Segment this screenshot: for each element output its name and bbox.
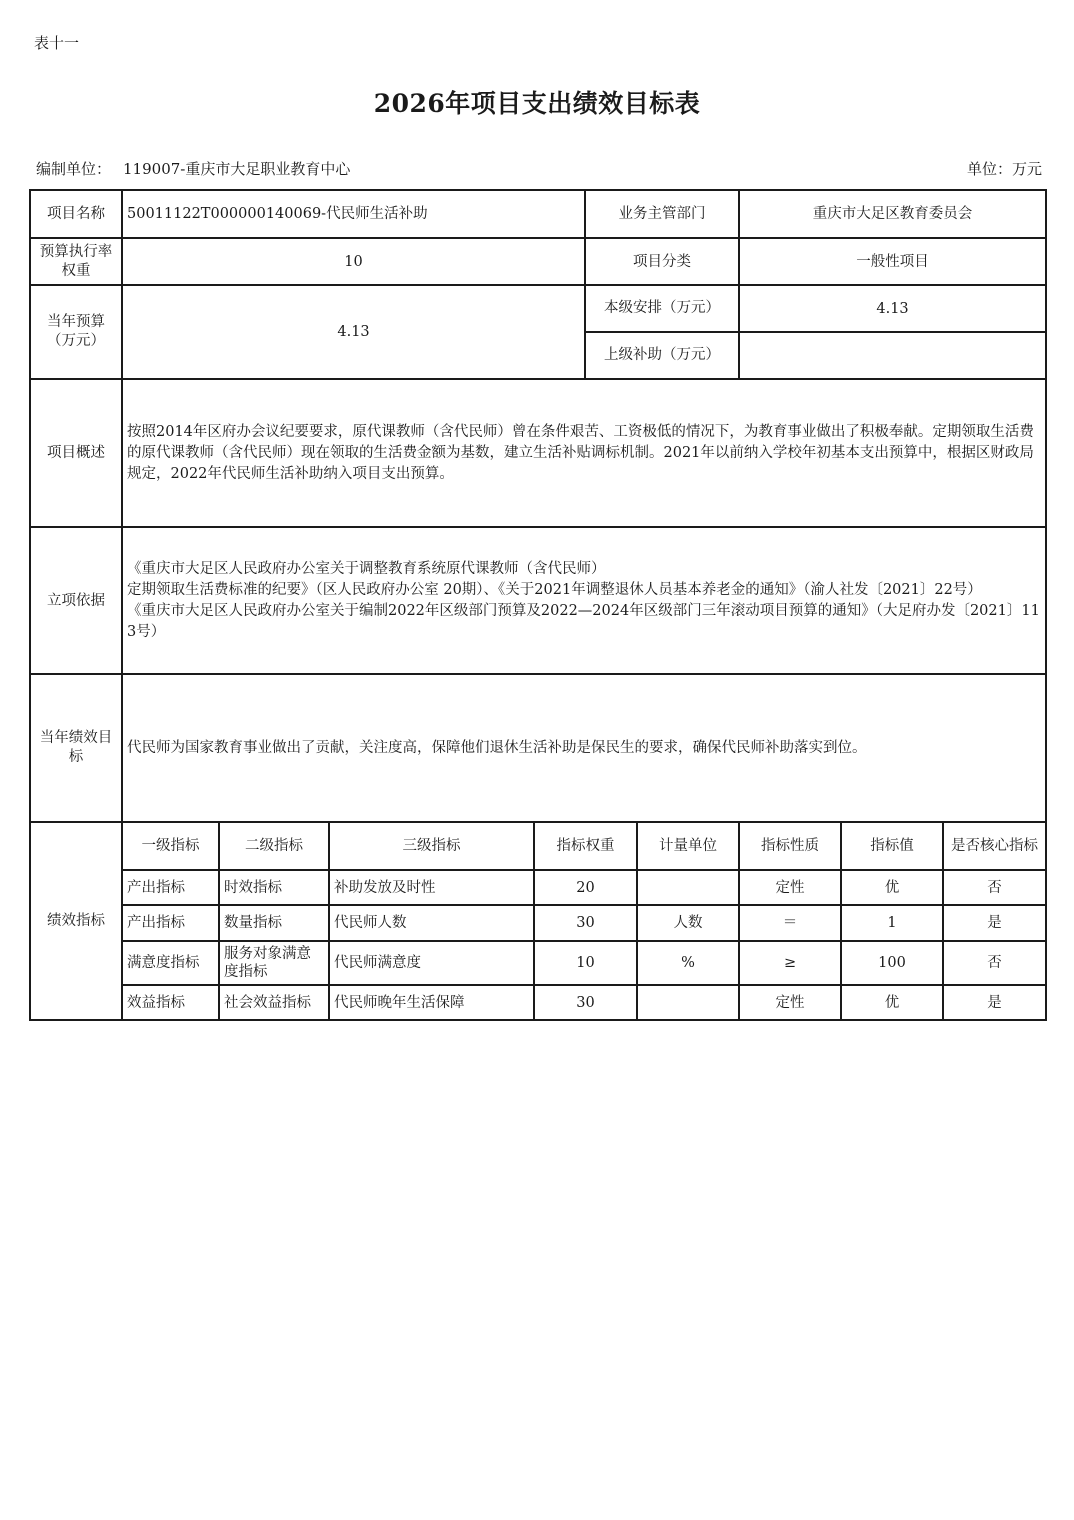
org-label: 编制单位： (36, 160, 112, 178)
table-row (30, 870, 1046, 905)
overview-label: 项目概述 (30, 379, 122, 527)
level3-cell: 代民师晚年生活保障 (329, 985, 534, 1020)
nature-cell: 定性 (739, 985, 841, 1020)
core-cell: 是 (943, 905, 1046, 941)
nature-cell: ≥ (739, 941, 841, 985)
level3-cell: 代民师人数 (329, 905, 534, 941)
level1-cell: 产出指标 (122, 870, 219, 905)
col-header: 计量单位 (637, 822, 739, 870)
table-row (30, 985, 1046, 1020)
dept-value: 重庆市大足区教育委员会 (739, 190, 1046, 238)
core-cell: 是 (943, 985, 1046, 1020)
level2-cell: 数量指标 (219, 905, 329, 941)
col-header: 二级指标 (219, 822, 329, 870)
indicators-label: 绩效指标 (30, 822, 122, 1020)
local-funding-value: 4.13 (739, 285, 1046, 332)
unit-cell: % (637, 941, 739, 985)
table-row (30, 905, 1046, 941)
col-header: 三级指标 (329, 822, 534, 870)
dept-label: 业务主管部门 (585, 190, 739, 238)
value-cell: 1 (841, 905, 943, 941)
col-header: 一级指标 (122, 822, 219, 870)
level1-cell: 效益指标 (122, 985, 219, 1020)
level1-cell: 满意度指标 (122, 941, 219, 985)
upper-funding-value (739, 332, 1046, 379)
col-header: 指标性质 (739, 822, 841, 870)
core-cell: 否 (943, 870, 1046, 905)
level2-cell: 社会效益指标 (219, 985, 329, 1020)
org-value: 119007-重庆市大足职业教育中心 (123, 160, 351, 178)
project-name-label: 项目名称 (30, 190, 122, 238)
budget-label: 当年预算（万元） (30, 285, 122, 379)
level1-cell: 产出指标 (122, 905, 219, 941)
org-line (36, 158, 350, 179)
indicator-header-row (30, 822, 1046, 870)
basis-line: 定期领取生活费标准的纪要》（区人民政府办公室 20期）、《关于2021年调整退休人员基本养老金的通知》（渝人社发〔2021〕22号） (127, 581, 982, 598)
upper-funding-label: 上级补助（万元） (585, 332, 739, 379)
table-number: 表十一 (34, 34, 80, 52)
nature-cell: ＝ (739, 905, 841, 941)
basis-label: 立项依据 (30, 527, 122, 674)
level3-cell: 代民师满意度 (329, 941, 534, 985)
exec-rate-value: 10 (122, 238, 585, 285)
performance-target-table (29, 189, 1047, 1021)
col-header: 指标权重 (534, 822, 637, 870)
unit-cell (637, 985, 739, 1020)
value-cell: 优 (841, 985, 943, 1020)
local-funding-label: 本级安排（万元） (585, 285, 739, 332)
unit-label: 单位：万元 (966, 160, 1042, 178)
level2-cell: 服务对象满意度指标 (219, 941, 329, 985)
exec-rate-label: 预算执行率权重 (30, 238, 122, 285)
basis-text (122, 527, 1046, 674)
budget-value: 4.13 (122, 285, 585, 379)
unit-cell: 人数 (637, 905, 739, 941)
col-header: 是否核心指标 (943, 822, 1046, 870)
value-cell: 优 (841, 870, 943, 905)
weight-cell: 30 (534, 905, 637, 941)
col-header: 指标值 (841, 822, 943, 870)
page-title: 2026年项目支出绩效目标表 (373, 89, 701, 118)
unit-cell (637, 870, 739, 905)
category-label: 项目分类 (585, 238, 739, 285)
basis-line: 《重庆市大足区人民政府办公室关于编制2022年区级部门预算及2022—2024年区级部门三年滚动项目预算的通知》（大足府办发〔2021〕113号） (127, 602, 1040, 640)
basis-line: 《重庆市大足区人民政府办公室关于调整教育系统原代课教师（含代民师） (127, 560, 606, 577)
project-name-value: 50011122T000000140069-代民师生活补助 (122, 190, 585, 238)
level2-cell: 时效指标 (219, 870, 329, 905)
category-value: 一般性项目 (739, 238, 1046, 285)
weight-cell: 10 (534, 941, 637, 985)
weight-cell: 20 (534, 870, 637, 905)
core-cell: 否 (943, 941, 1046, 985)
level3-cell: 补助发放及时性 (329, 870, 534, 905)
table-row (30, 941, 1046, 985)
goal-text: 代民师为国家教育事业做出了贡献，关注度高，保障他们退休生活补助是保民生的要求，确保代民师补助落实到位。 (122, 674, 1046, 822)
nature-cell: 定性 (739, 870, 841, 905)
overview-text: 按照2014年区府办会议纪要要求，原代课教师（含代民师）曾在条件艰苦、工资极低的情况下，为教育事业做出了积极奉献。定期领取生活费的原代课教师（含代民师）现在领取的生活费金额为基数，建立生活补贴调标机制。2021年以前纳入学校年初基本支出预算中，根据区财政局规定，2022年代民师生活补助纳入项目支出预算。 (122, 379, 1046, 527)
goal-label: 当年绩效目标 (30, 674, 122, 822)
value-cell: 100 (841, 941, 943, 985)
weight-cell: 30 (534, 985, 637, 1020)
